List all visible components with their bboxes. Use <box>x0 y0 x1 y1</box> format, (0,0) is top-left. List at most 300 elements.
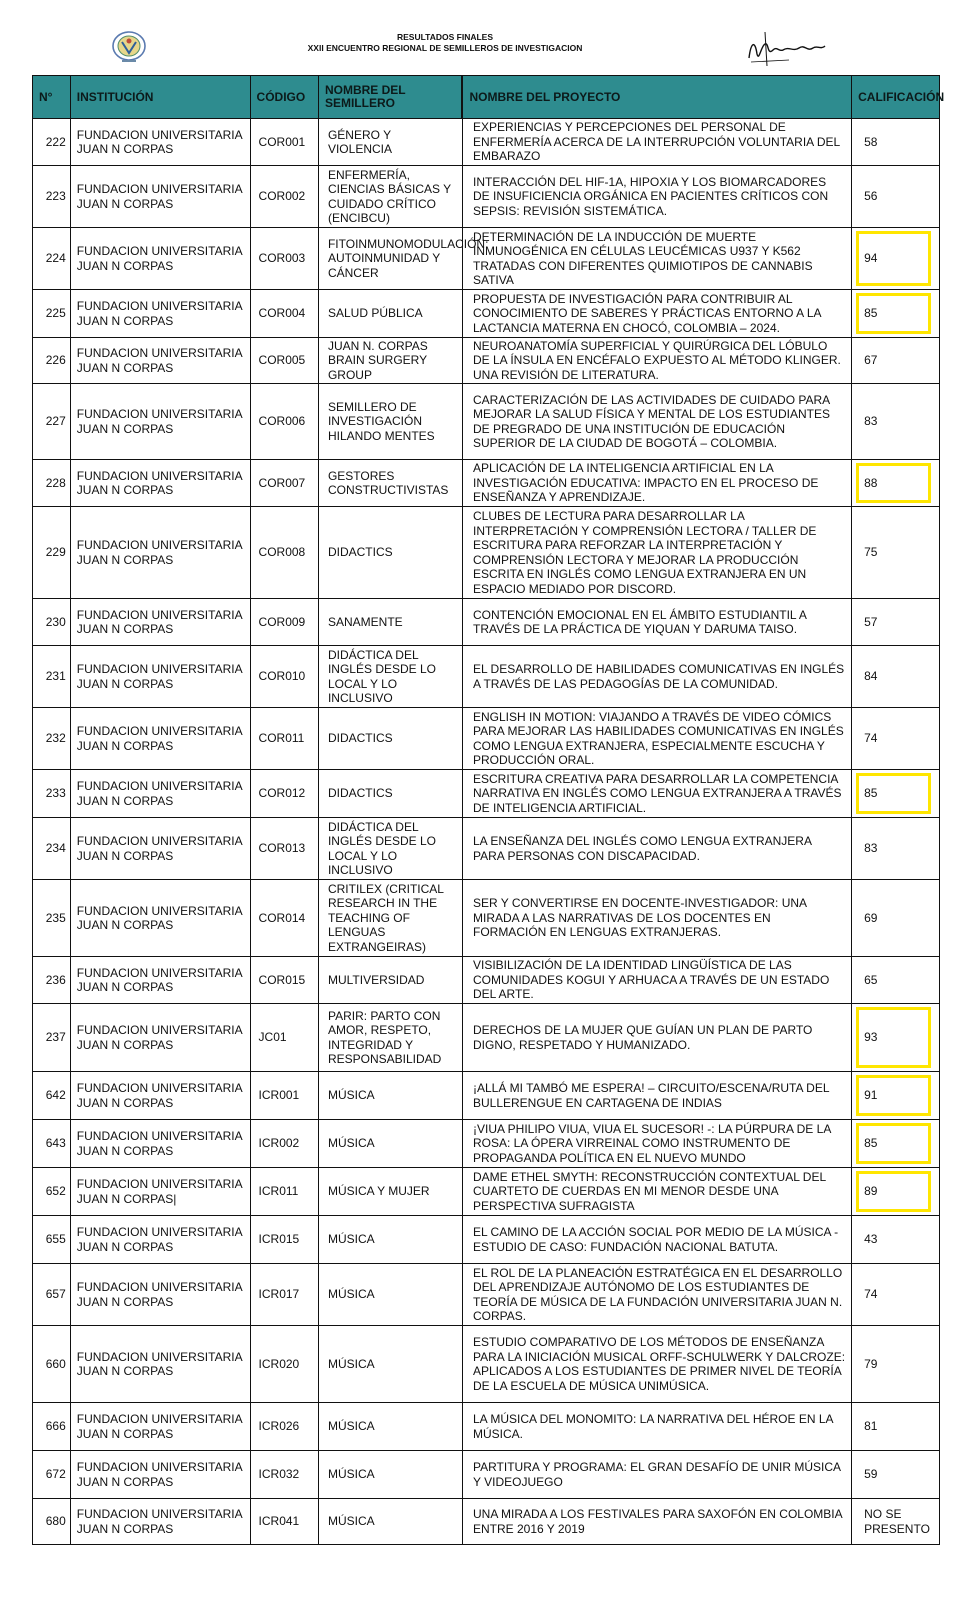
score-text: 85 <box>864 1136 878 1151</box>
row-number-cell <box>33 290 71 338</box>
seedbed-name-cell <box>318 1072 462 1120</box>
project-name-cell <box>462 599 851 646</box>
institution-cell <box>70 646 250 708</box>
seedbed-name-text: MÚSICA <box>327 1232 375 1247</box>
seedbed-name-cell <box>318 599 462 646</box>
institution-cell <box>70 818 250 880</box>
seedbed-name-text: FITOINMUNOMODULACIÓN: AUTOINMUNIDAD Y CÁNCER <box>327 236 489 280</box>
row-number-cell <box>33 228 71 290</box>
score-text: 67 <box>864 353 878 368</box>
score-cell <box>852 770 940 818</box>
row-number-cell <box>33 770 71 818</box>
score-cell <box>852 1451 940 1499</box>
row-number-text: 231 <box>45 669 66 684</box>
table-row <box>33 1216 940 1264</box>
seedbed-name-cell <box>318 1264 462 1326</box>
institution-cell <box>70 770 250 818</box>
seedbed-name-cell <box>318 1168 462 1216</box>
seedbed-name-cell <box>318 818 462 880</box>
project-name-text: LA MÚSICA DEL MONOMITO: LA NARRATIVA DEL HÉROE EN LA MÚSICA. <box>472 1412 833 1441</box>
code-text: COR006 <box>258 414 306 429</box>
row-number-cell <box>33 1264 71 1326</box>
institution-cell <box>70 384 250 460</box>
project-name-cell <box>462 290 851 338</box>
institution-text: FUNDACION UNIVERSITARIA JUAN N CORPAS <box>76 779 242 808</box>
score-text: 83 <box>864 414 878 429</box>
row-number-cell <box>33 1326 71 1403</box>
table-row <box>33 1403 940 1451</box>
document-title <box>230 32 660 54</box>
code-cell <box>250 119 318 166</box>
code-text: ICR011 <box>258 1184 299 1199</box>
code-cell <box>250 708 318 770</box>
seedbed-name-text: MÚSICA <box>327 1287 375 1302</box>
project-name-cell <box>462 957 851 1004</box>
institution-cell <box>70 1326 250 1403</box>
project-name-text: DETERMINACIÓN DE LA INDUCCIÓN DE MUERTE INMUNOGÉNICA EN CÉLULAS LEUCÉMICAS U937 Y K562 TRATADAS CON DIFERENTES QUIMIOTIPOS DE CANNABIS SATIVA <box>472 229 813 287</box>
score-text: 88 <box>864 475 878 490</box>
project-name-text: EL ROL DE LA PLANEACIÓN ESTRATÉGICA EN EL DESARROLLO DEL APRENDIZAJE AUTÓNOMO DE LOS ESTUDIANTES DE TEORÍA DE MÚSICA DE LA FUNDACIÓN UNIVERSITARIA JUAN N. CORPAS. <box>472 1265 843 1323</box>
project-name-text: DERECHOS DE LA MUJER QUE GUÍAN UN PLAN DE PARTO DIGNO, RESPETADO Y HUMANIZADO. <box>472 1023 813 1052</box>
code-cell <box>250 1451 318 1499</box>
institution-text: FUNDACION UNIVERSITARIA JUAN N CORPAS <box>76 1129 242 1158</box>
code-cell <box>250 957 318 1004</box>
row-number-text: 225 <box>45 306 66 321</box>
row-number-text: 657 <box>45 1287 66 1302</box>
code-cell <box>250 1072 318 1120</box>
code-cell <box>250 599 318 646</box>
project-name-text: ENGLISH IN MOTION: VIAJANDO A TRAVÉS DE VIDEO CÓMICS PARA MEJORAR LAS HABILIDADES COMUNICATIVAS EN INGLÉS COMO LENGUA EXTRANJERA, ESPECIALMENTE ESCUCHA Y PRODUCCIÓN ORAL. <box>472 709 844 767</box>
institution-cell <box>70 1499 250 1545</box>
score-cell <box>852 1072 940 1120</box>
row-number-text: 222 <box>45 134 66 149</box>
seedbed-name-cell <box>318 770 462 818</box>
code-cell <box>250 460 318 507</box>
institution-cell <box>70 338 250 384</box>
project-name-cell <box>462 228 851 290</box>
row-number-text: 652 <box>45 1184 66 1199</box>
project-name-text: ESCRITURA CREATIVA PARA DESARROLLAR LA COMPETENCIA NARRATIVA EN INGLÉS COMO LENGUA EXTRANJERA A TRAVÉS DE INTELIGENCIA ARTIFICIAL. <box>472 771 842 815</box>
project-name-cell <box>462 1499 851 1545</box>
row-number-cell <box>33 880 71 957</box>
code-text: COR001 <box>258 134 306 149</box>
score-cell <box>852 1499 940 1545</box>
project-name-text: ¡ALLÁ MI TAMBÓ ME ESPERA! – CIRCUITO/ESCENA/RUTA DEL BULLERENGUE EN CARTAGENA DE INDIAS <box>472 1081 830 1110</box>
project-name-cell <box>462 1168 851 1216</box>
row-number-cell <box>33 1120 71 1168</box>
seedbed-name-text: DIDÁCTICA DEL INGLÉS DESDE LO LOCAL Y LO INCLUSIVO <box>327 819 437 877</box>
institution-text: FUNDACION UNIVERSITARIA JUAN N CORPAS <box>76 965 242 994</box>
code-cell <box>250 384 318 460</box>
score-cell <box>852 119 940 166</box>
institution-text: FUNDACION UNIVERSITARIA JUAN N CORPAS <box>76 1460 242 1489</box>
table-row <box>33 1451 940 1499</box>
code-cell <box>250 880 318 957</box>
code-cell <box>250 1499 318 1545</box>
row-number-text: 232 <box>45 731 66 746</box>
seedbed-name-text: JUAN N. CORPAS BRAIN SURGERY GROUP <box>327 338 428 382</box>
project-name-cell <box>462 1120 851 1168</box>
project-name-text: APLICACIÓN DE LA INTELIGENCIA ARTIFICIAL EN LA INVESTIGACIÓN EDUCATIVA: IMPACTO EN EL PROCESO DE ENSEÑANZA Y APRENDIZAJE. <box>472 461 819 505</box>
score-cell <box>852 384 940 460</box>
code-text: ICR020 <box>258 1356 300 1371</box>
institution-cell <box>70 228 250 290</box>
project-name-cell <box>462 880 851 957</box>
table-row <box>33 770 940 818</box>
column-header-code: CÓDIGO <box>250 76 318 119</box>
row-number-cell <box>33 119 71 166</box>
project-name-cell <box>462 1004 851 1072</box>
institution-cell <box>70 599 250 646</box>
row-number-text: 226 <box>45 353 66 368</box>
project-name-cell <box>462 507 851 599</box>
project-name-text: VISIBILIZACIÓN DE LA IDENTIDAD LINGÜÍSTICA DE LAS COMUNIDADES KOGUI Y ARHUACA A TRAVÉS DE UN ESTADO DEL ARTE. <box>472 958 830 1002</box>
code-text: ICR017 <box>258 1287 300 1302</box>
project-name-cell <box>462 338 851 384</box>
row-number-cell <box>33 646 71 708</box>
score-text: 79 <box>864 1356 878 1371</box>
row-number-text: 235 <box>45 910 66 925</box>
table-header-row <box>33 76 940 119</box>
row-number-cell <box>33 957 71 1004</box>
table-body <box>33 119 940 1545</box>
code-text: COR008 <box>258 545 306 560</box>
score-cell <box>852 290 940 338</box>
code-cell <box>250 1004 318 1072</box>
seedbed-name-text: GÉNERO Y VIOLENCIA <box>327 127 392 156</box>
project-name-text: NEUROANATOMÍA SUPERFICIAL Y QUIRÚRGICA DEL LÓBULO DE LA ÍNSULA EN ENCÉFALO EXPUESTO AL MÉTODO KLINGER. UNA REVISIÓN DE LITERATURA. <box>472 338 841 382</box>
project-name-text: PROPUESTA DE INVESTIGACIÓN PARA CONTRIBUIR AL CONOCIMIENTO DE SABERES Y PRÁCTICAS ENTORNO A LA LACTANCIA MATERNA EN CHOCÓ, COLOMBIA – 2024. <box>472 291 821 335</box>
score-text: 43 <box>864 1232 878 1247</box>
seedbed-name-text: SANAMENTE <box>327 614 403 629</box>
title-line-1: RESULTADOS FINALES <box>396 32 494 42</box>
seedbed-name-text: CRITILEX (CRITICAL RESEARCH IN THE TEACHING OF LENGUAS EXTRANGEIRAS) <box>327 881 444 954</box>
institution-cell <box>70 708 250 770</box>
seedbed-name-text: DIDACTICS <box>327 545 393 560</box>
seedbed-name-cell <box>318 384 462 460</box>
seedbed-name-text: MÚSICA <box>327 1356 375 1371</box>
table-row <box>33 708 940 770</box>
score-text: 85 <box>864 786 878 801</box>
code-cell <box>250 290 318 338</box>
institution-cell <box>70 1004 250 1072</box>
project-name-cell <box>462 460 851 507</box>
row-number-cell <box>33 507 71 599</box>
project-name-cell <box>462 1072 851 1120</box>
row-number-text: 230 <box>45 614 66 629</box>
row-number-text: 643 <box>45 1136 66 1151</box>
code-text: COR013 <box>258 841 306 856</box>
row-number-text: 233 <box>45 786 66 801</box>
score-text: 69 <box>864 910 878 925</box>
seedbed-name-text: MÚSICA <box>327 1514 375 1529</box>
row-number-cell <box>33 1451 71 1499</box>
code-text: ICR041 <box>258 1514 300 1529</box>
institution-cell <box>70 507 250 599</box>
seedbed-name-text: MÚSICA <box>327 1419 375 1434</box>
institution-cell <box>70 1451 250 1499</box>
institution-text: FUNDACION UNIVERSITARIA JUAN N CORPAS <box>76 127 242 156</box>
score-cell <box>852 708 940 770</box>
project-name-text: EXPERIENCIAS Y PERCEPCIONES DEL PERSONAL DE ENFERMERÍA ACERCA DE LA INTERRUPCIÓN VOLUNTARIA DEL EMBARAZO <box>472 120 840 164</box>
seedbed-name-cell <box>318 1326 462 1403</box>
score-cell <box>852 338 940 384</box>
seedbed-name-cell <box>318 166 462 228</box>
seedbed-name-cell <box>318 228 489 290</box>
project-name-cell <box>462 119 851 166</box>
row-number-cell <box>33 166 71 228</box>
project-name-cell <box>462 1451 851 1499</box>
code-text: COR014 <box>258 910 306 925</box>
row-number-text: 680 <box>45 1514 66 1529</box>
table-row <box>33 880 940 957</box>
code-text: ICR026 <box>258 1419 300 1434</box>
score-text: 58 <box>864 134 878 149</box>
seedbed-name-cell <box>318 290 462 338</box>
score-cell <box>852 818 940 880</box>
score-text: 89 <box>864 1184 878 1199</box>
seedbed-name-text: SEMILLERO DE INVESTIGACIÓN HILANDO MENTES <box>327 399 435 443</box>
table-row <box>33 460 940 507</box>
seedbed-name-text: DIDÁCTICA DEL INGLÉS DESDE LO LOCAL Y LO INCLUSIVO <box>327 647 437 705</box>
row-number-text: 236 <box>45 972 66 987</box>
seedbed-name-cell <box>318 1451 462 1499</box>
code-text: COR004 <box>258 306 306 321</box>
institution-cell <box>70 1072 250 1120</box>
title-line-2: XXII ENCUENTRO REGIONAL DE SEMILLEROS DE INVESTIGACION <box>307 43 583 53</box>
project-name-text: CONTENCIÓN EMOCIONAL EN EL ÁMBITO ESTUDIANTIL A TRAVÉS DE LA PRÁCTICA DE YIQUAN Y DARUMA TAISO. <box>472 607 807 636</box>
table-row <box>33 1264 940 1326</box>
institution-cell <box>70 166 250 228</box>
code-cell <box>250 818 318 880</box>
row-number-cell <box>33 599 71 646</box>
project-name-cell <box>462 166 851 228</box>
score-text: 65 <box>864 972 878 987</box>
code-text: COR002 <box>258 189 306 204</box>
project-name-text: EL DESARROLLO DE HABILIDADES COMUNICATIVAS EN INGLÉS A TRAVÉS DE LAS PEDAGOGÍAS DE LA COMUNIDAD. <box>472 662 845 691</box>
table-row <box>33 599 940 646</box>
code-text: COR005 <box>258 353 306 368</box>
row-number-cell <box>33 1004 71 1072</box>
row-number-text: 224 <box>45 251 66 266</box>
code-cell <box>250 646 318 708</box>
row-number-cell <box>33 1403 71 1451</box>
score-cell <box>852 880 940 957</box>
score-cell <box>852 1120 940 1168</box>
row-number-cell <box>33 818 71 880</box>
seedbed-name-text: MÚSICA <box>327 1467 375 1482</box>
row-number-cell <box>33 338 71 384</box>
seedbed-name-cell <box>318 708 462 770</box>
project-name-text: CLUBES DE LECTURA PARA DESARROLLAR LA INTERPRETACIÓN Y COMPRENSIÓN LECTORA / TALLER DE ESCRITURA PARA REFORZAR LA INTERPRETACIÓN Y COMPRENSIÓN LECTORA Y MEJORAR LA PRODUCCIÓN ESCRITA EN INGLÉS COMO LENGUA EXTRANJERA EN UN ESPACIO MEDIADO POR DISCORD. <box>472 509 817 596</box>
score-cell <box>852 957 940 1004</box>
seedbed-name-cell <box>318 507 462 599</box>
row-number-cell <box>33 384 71 460</box>
table-row <box>33 119 940 166</box>
institution-text: FUNDACION UNIVERSITARIA JUAN N CORPAS <box>76 1280 242 1309</box>
row-number-cell <box>33 1499 71 1545</box>
seedbed-name-cell <box>318 646 462 708</box>
institution-text: FUNDACION UNIVERSITARIA JUAN N CORPAS <box>76 299 242 328</box>
code-text: ICR015 <box>258 1232 300 1247</box>
code-cell <box>250 1216 318 1264</box>
column-header-number: N° <box>33 76 71 119</box>
code-text: COR015 <box>258 972 306 987</box>
institution-cell <box>70 1120 250 1168</box>
score-cell <box>852 1264 940 1326</box>
institution-cell <box>70 957 250 1004</box>
institution-text: FUNDACION UNIVERSITARIA JUAN N CORPAS <box>76 407 242 436</box>
project-name-text: INTERACCIÓN DEL HIF-1A, HIPOXIA Y LOS BIOMARCADORES DE INSUFICIENCIA ORGÁNICA EN PACIENTES CRÍTICOS CON SEPSIS: REVISIÓN SISTEMÁTICA. <box>472 174 829 218</box>
code-cell <box>250 166 318 228</box>
row-number-cell <box>33 1216 71 1264</box>
row-number-cell <box>33 1168 71 1216</box>
institution-text: FUNDACION UNIVERSITARIA JUAN N CORPAS <box>76 182 242 211</box>
seedbed-name-text: MÚSICA Y MUJER <box>327 1184 430 1199</box>
seedbed-name-cell <box>318 1120 462 1168</box>
column-header-seedbed: NOMBRE DEL SEMILLERO <box>318 76 462 119</box>
table-row <box>33 384 940 460</box>
code-cell <box>250 228 318 290</box>
institution-text: FUNDACION UNIVERSITARIA JUAN N CORPAS <box>76 244 242 273</box>
seedbed-name-cell <box>318 1403 462 1451</box>
seedbed-name-cell <box>318 1004 462 1072</box>
row-number-text: 223 <box>45 189 66 204</box>
institution-text: FUNDACION UNIVERSITARIA JUAN N CORPAS <box>76 1023 242 1052</box>
project-name-text: LA ENSEÑANZA DEL INGLÉS COMO LENGUA EXTRANJERA PARA PERSONAS CON DISCAPACIDAD. <box>472 834 812 863</box>
score-cell <box>852 1004 940 1072</box>
seedbed-name-cell <box>318 880 462 957</box>
project-name-cell <box>462 1216 851 1264</box>
project-name-text: ¡VIUA PHILIPO VIUA, VIUA EL SUCESOR! -: LA PÚRPURA DE LA ROSA: LA ÓPERA VIRREINAL COMO INSTRUMENTO DE PROPAGANDA POLÍTICA EN EL NUEVO MUNDO <box>472 1121 831 1165</box>
institution-text: FUNDACION UNIVERSITARIA JUAN N CORPAS <box>76 1081 242 1110</box>
seedbed-name-cell <box>318 1216 462 1264</box>
code-text: ICR001 <box>258 1088 300 1103</box>
seedbed-name-text: DIDACTICS <box>327 786 393 801</box>
score-cell <box>852 1216 940 1264</box>
code-text: COR007 <box>258 475 306 490</box>
table-row <box>33 1168 940 1216</box>
institution-cell <box>70 880 250 957</box>
score-cell <box>852 646 940 708</box>
code-text: COR011 <box>258 731 305 746</box>
project-name-cell <box>462 1403 851 1451</box>
code-cell <box>250 338 318 384</box>
seedbed-name-text: DIDACTICS <box>327 731 393 746</box>
institution-seal-icon <box>110 30 148 64</box>
code-text: COR010 <box>258 669 306 684</box>
column-header-institution: INSTITUCIÓN <box>70 76 250 119</box>
score-cell <box>852 599 940 646</box>
row-number-text: 229 <box>45 545 66 560</box>
seedbed-name-text: MÚSICA <box>327 1136 375 1151</box>
institution-text: FUNDACION UNIVERSITARIA JUAN N CORPAS <box>76 538 242 567</box>
code-cell <box>250 1120 318 1168</box>
score-cell <box>852 460 940 507</box>
row-number-cell <box>33 1072 71 1120</box>
row-number-text: 660 <box>45 1356 66 1371</box>
project-name-text: PARTITURA Y PROGRAMA: EL GRAN DESAFÍO DE UNIR MÚSICA Y VIDEOJUEGO <box>472 1460 841 1489</box>
column-header-project: NOMBRE DEL PROYECTO <box>462 76 851 119</box>
table-row <box>33 1072 940 1120</box>
code-cell <box>250 770 318 818</box>
institution-text: FUNDACION UNIVERSITARIA JUAN N CORPAS <box>76 607 242 636</box>
score-cell <box>852 228 940 290</box>
score-text: 84 <box>864 669 878 684</box>
code-text: COR012 <box>258 786 306 801</box>
score-text: 81 <box>864 1419 878 1434</box>
score-text: 74 <box>864 731 878 746</box>
row-number-text: 642 <box>45 1088 66 1103</box>
score-text: 94 <box>864 251 878 266</box>
institution-text: FUNDACION UNIVERSITARIA JUAN N CORPAS| <box>76 1177 242 1206</box>
institution-cell <box>70 460 250 507</box>
project-name-text: SER Y CONVERTIRSE EN DOCENTE-INVESTIGADOR: UNA MIRADA A LAS NARRATIVAS DE LOS DOCENTES EN FORMACIÓN EN LENGUAS EXTRANJERAS. <box>472 896 807 940</box>
row-number-text: 227 <box>45 414 66 429</box>
institution-cell <box>70 1168 250 1216</box>
table-row <box>33 1499 940 1545</box>
code-text: ICR002 <box>258 1136 300 1151</box>
score-cell <box>852 1326 940 1403</box>
seedbed-name-cell <box>318 957 462 1004</box>
project-name-text: EL CAMINO DE LA ACCIÓN SOCIAL POR MEDIO DE LA MÚSICA - ESTUDIO DE CASO: FUNDACIÓN NACIONAL BATUTA. <box>472 1225 839 1254</box>
table-row <box>33 338 940 384</box>
table-row <box>33 166 940 228</box>
project-name-text: UNA MIRADA A LOS FESTIVALES PARA SAXOFÓN EN COLOMBIA ENTRE 2016 Y 2019 <box>472 1507 842 1536</box>
institution-text: FUNDACION UNIVERSITARIA JUAN N CORPAS <box>76 662 242 691</box>
institution-text: FUNDACION UNIVERSITARIA JUAN N CORPAS <box>76 1225 242 1254</box>
seedbed-name-cell <box>318 338 462 384</box>
project-name-cell <box>462 1264 851 1326</box>
institution-cell <box>70 1403 250 1451</box>
score-text: 57 <box>864 614 878 629</box>
results-table <box>32 75 945 1545</box>
project-name-cell <box>462 384 851 460</box>
score-text: 74 <box>864 1287 878 1302</box>
project-name-cell <box>462 818 851 880</box>
score-cell <box>852 1403 940 1451</box>
row-number-text: 234 <box>45 841 66 856</box>
code-text: JC01 <box>258 1030 287 1045</box>
seedbed-name-cell <box>318 460 462 507</box>
code-cell <box>250 1264 318 1326</box>
institution-cell <box>70 1216 250 1264</box>
table-row <box>33 818 940 880</box>
institution-cell <box>70 1264 250 1326</box>
institution-text: FUNDACION UNIVERSITARIA JUAN N CORPAS <box>76 903 242 932</box>
institution-text: FUNDACION UNIVERSITARIA JUAN N CORPAS <box>76 1412 242 1441</box>
code-text: ICR032 <box>258 1467 300 1482</box>
table-row <box>33 228 940 290</box>
code-cell <box>250 1403 318 1451</box>
project-name-cell <box>462 1326 851 1403</box>
institution-text: FUNDACION UNIVERSITARIA JUAN N CORPAS <box>76 1349 242 1378</box>
table-row <box>33 1120 940 1168</box>
project-name-text: DAME ETHEL SMYTH: RECONSTRUCCIÓN CONTEXTUAL DEL CUARTETO DE CUERDAS EN MI MENOR DESDE UNA PERSPECTIVA SUFRAGISTA <box>472 1169 826 1213</box>
institution-text: FUNDACION UNIVERSITARIA JUAN N CORPAS <box>76 1507 242 1536</box>
row-number-text: 672 <box>45 1467 66 1482</box>
code-text: COR003 <box>258 251 306 266</box>
score-text: 59 <box>864 1467 878 1482</box>
table-row <box>33 1326 940 1403</box>
project-name-text: CARACTERIZACIÓN DE LAS ACTIVIDADES DE CUIDADO PARA MEJORAR LA SALUD FÍSICA Y MENTAL DE LOS ESTUDIANTES DE PREGRADO DE UNA INSTITUCIÓN DE EDUCACIÓN SUPERIOR DE LA CIUDAD DE BOGOTÁ – COLOMBIA. <box>472 392 830 450</box>
seedbed-name-text: MULTIVERSIDAD <box>327 972 425 987</box>
institution-cell <box>70 119 250 166</box>
score-cell <box>852 1168 940 1216</box>
institution-text: FUNDACION UNIVERSITARIA JUAN N CORPAS <box>76 346 242 375</box>
project-name-cell <box>462 770 851 818</box>
score-text: 83 <box>864 841 878 856</box>
